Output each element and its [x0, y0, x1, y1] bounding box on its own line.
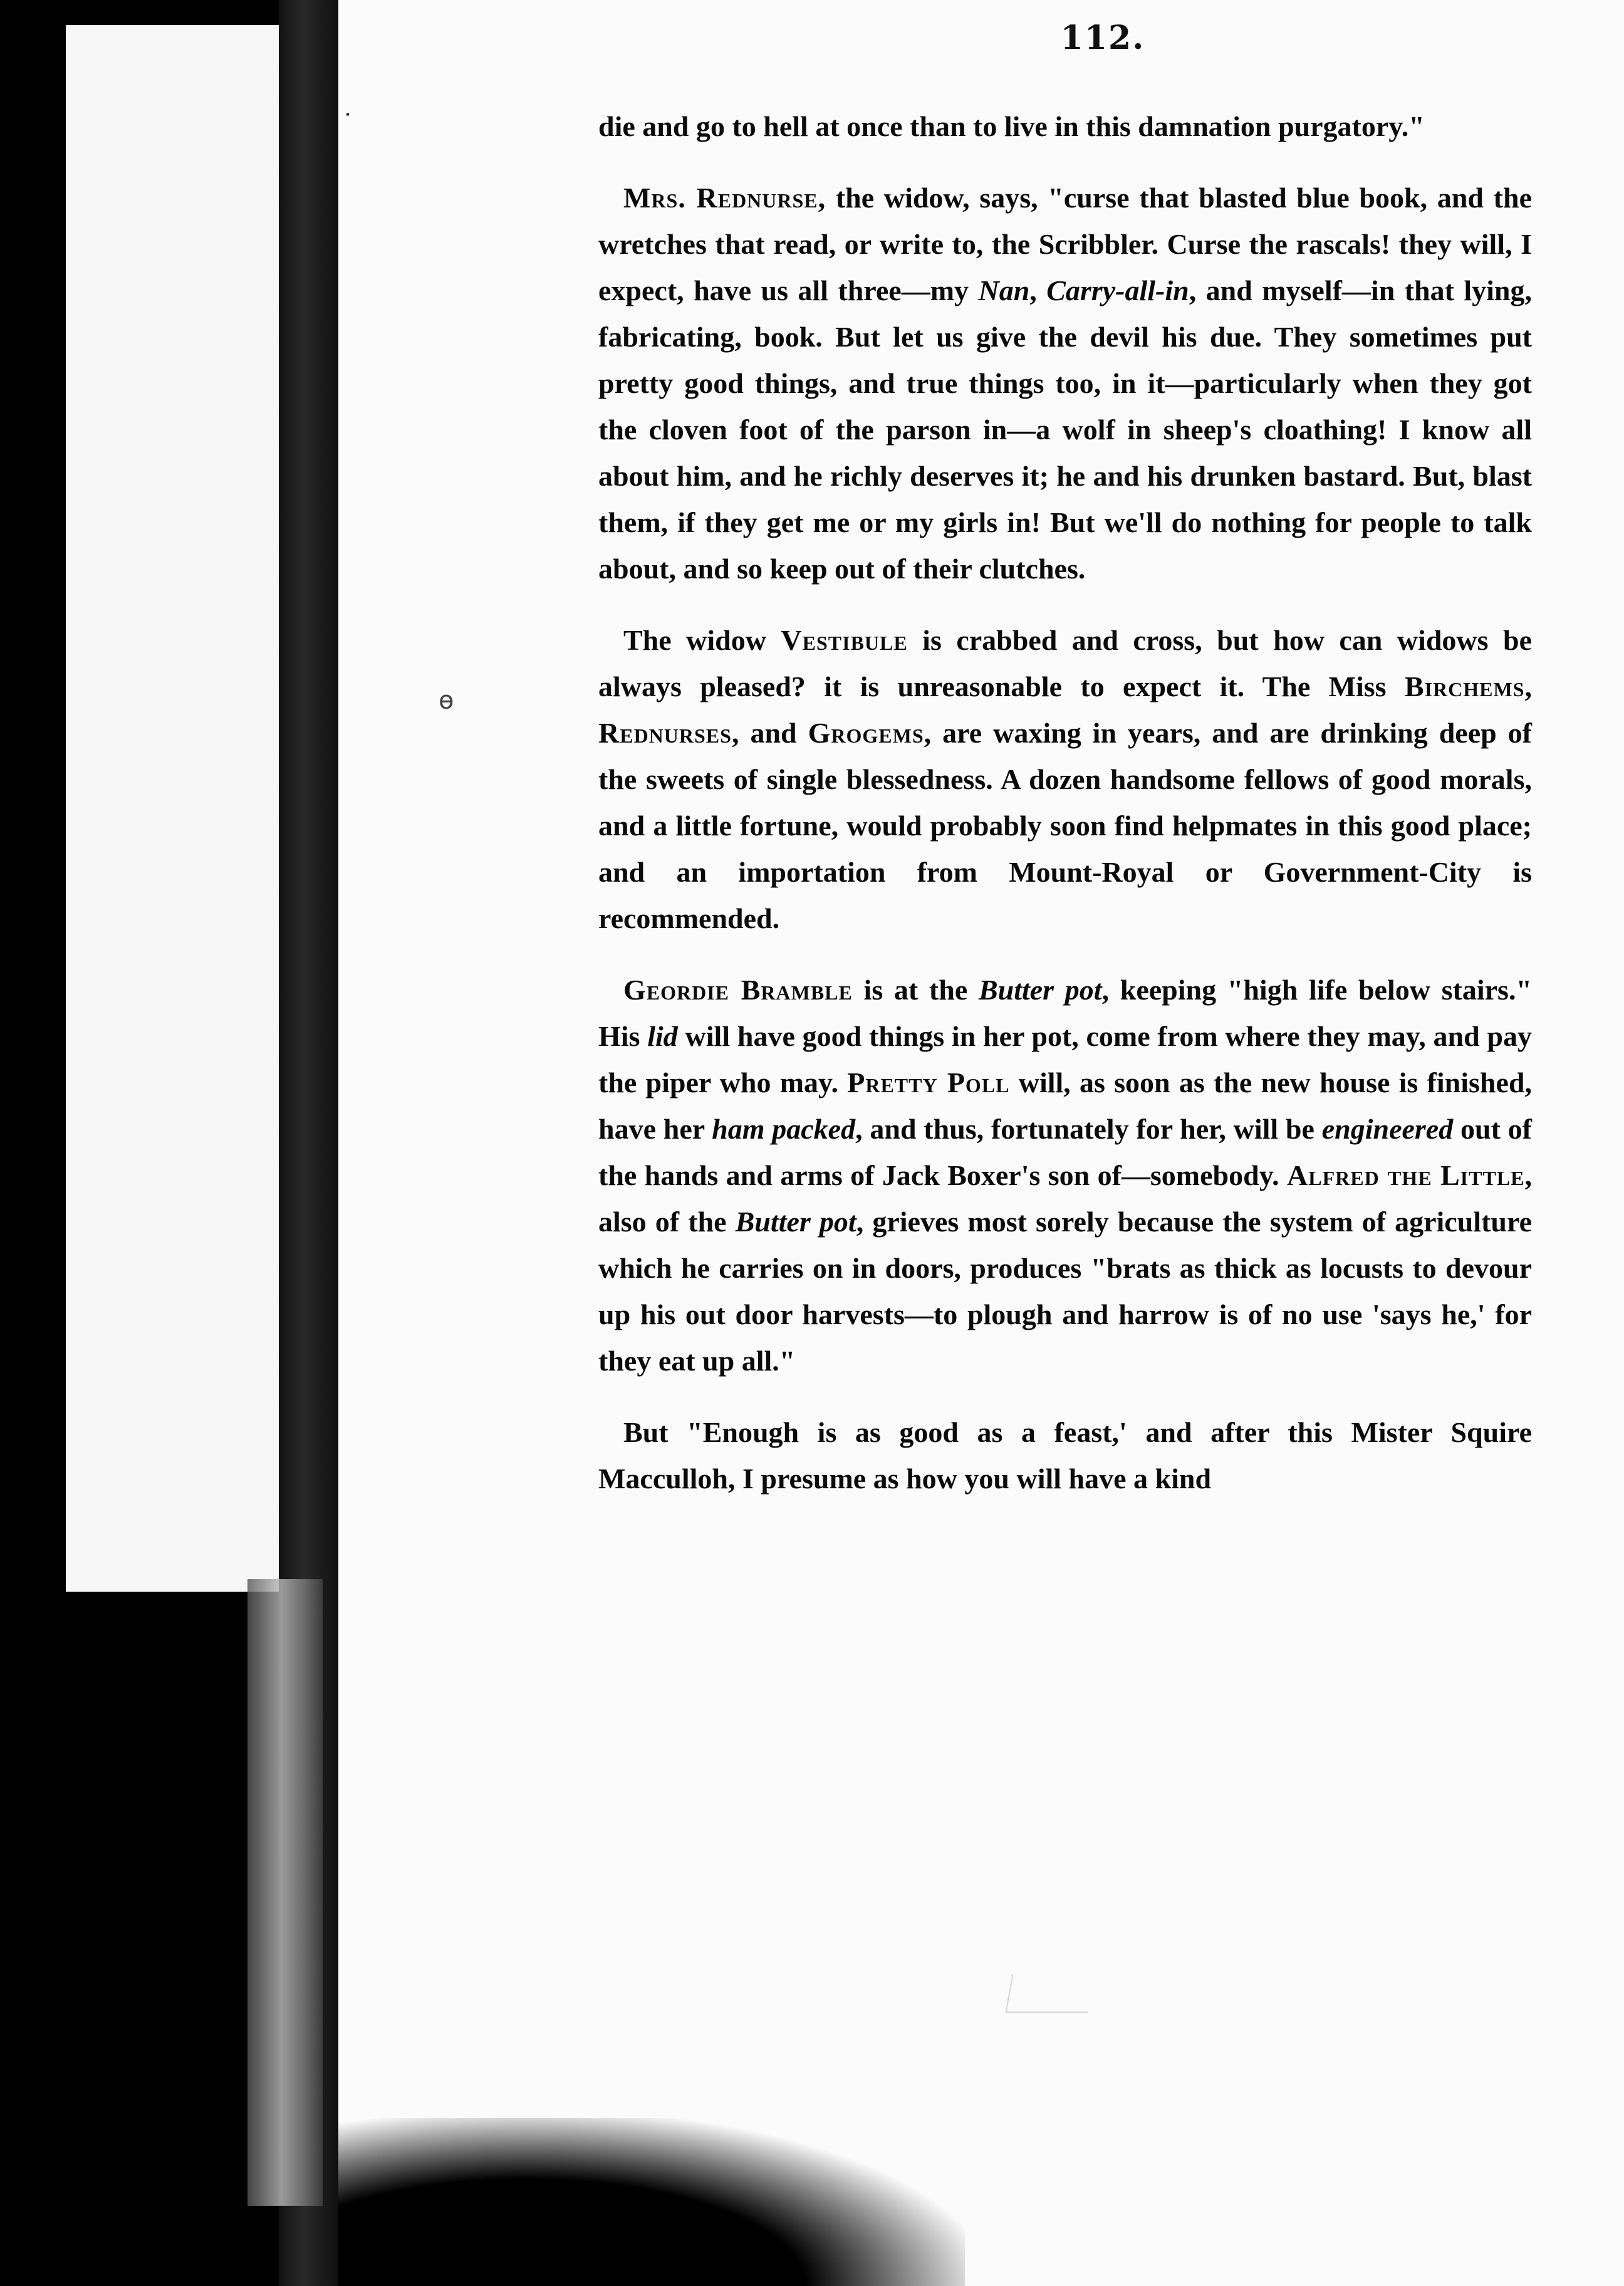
paragraph-5	[598, 1409, 1532, 1502]
p3-text-3: ,	[1524, 671, 1532, 702]
name-grogems: Grogems	[808, 717, 924, 749]
paragraph-1-text: die and go to hell at once than to live in this damnation purgatory."	[598, 110, 1425, 142]
pencil-scribble	[1006, 1974, 1095, 2013]
word-engineered: engineered	[1321, 1113, 1454, 1145]
p4-text-1: is at the	[852, 974, 979, 1006]
gutter-highlight	[247, 1579, 323, 2206]
name-nan: Nan	[978, 274, 1030, 306]
p4-text-8: , grieves most sorely because the system of agriculture which he carries on in doors, produces "brats as thick as locusts to devour up his out door harvests—to plough and harrow is of no use 'says he,' for they eat up all."	[598, 1206, 1532, 1377]
name-carry-all-in: Carry-all-in	[1046, 274, 1189, 306]
paragraph-2	[598, 175, 1532, 592]
name-birchems: Birchems	[1404, 671, 1525, 702]
thumb-shadow	[338, 2118, 965, 2286]
paragraph-3	[598, 617, 1532, 942]
p2-text-2: ,	[1029, 274, 1047, 306]
p3-text-1: The widow	[623, 624, 781, 656]
page-number: 112.	[1060, 19, 1145, 57]
p4-text-7: , also of the	[598, 1159, 1532, 1238]
margin-speck: ɵ	[439, 686, 454, 715]
margin-mark: ˙	[341, 110, 354, 138]
p4-text-6: out of the hands and arms of Jack Boxer's son of—somebody.	[598, 1113, 1532, 1191]
name-geordie-bramble: Geordie Bramble	[623, 974, 853, 1006]
left-paper-strip	[66, 25, 279, 1592]
name-vestibule: Vestibule	[781, 624, 908, 656]
p4-text-3: will have good things in her pot, come from where they may, and pay the piper who may.	[598, 1020, 1533, 1099]
word-lid: lid	[647, 1020, 678, 1052]
p3-text-5: , are waxing in years, and are drinking deep of the sweets of single blessedness. A dozen handsome fellows of good morals, and a little fortune, would probably soon find helpmates in this good place; and an importation from Mount-Royal or Government-City is recommended.	[598, 717, 1533, 934]
p3-text-2: is crabbed and cross, but how can widows be always pleased? it is unreasonable to expect it. The Miss	[598, 624, 1532, 702]
place-butter-pot: Butter pot	[978, 974, 1102, 1006]
p3-text-4: , and	[731, 717, 808, 749]
name-alfred-the-little: Alfred the Little	[1287, 1159, 1525, 1191]
p4-text-2: , keeping "high life below stairs." His	[598, 974, 1532, 1052]
paragraph-1	[598, 103, 1532, 150]
paragraph-4	[598, 967, 1532, 1384]
paragraph-5-text: But "Enough is as good as a feast,' and after this Mister Squire Macculloh, I presume as how you will have a kind	[598, 1416, 1532, 1495]
p2-text-1: the widow, says, "curse that blasted blue book, and the wretches that read, or write to, the Scribbler. Curse the rascals! they will, I expect, have us all three—my	[598, 182, 1532, 306]
phrase-ham-packed: ham packed	[712, 1113, 856, 1145]
p4-text-4: will, as soon as the new house is finished, have her	[598, 1067, 1532, 1145]
name-mrs-rednurse: Mrs. Rednurse,	[623, 182, 826, 214]
p4-text-5: , and thus, fortunately for her, will be	[855, 1113, 1322, 1145]
name-pretty-poll: Pretty Poll	[847, 1067, 1010, 1099]
place-butter-pot-2: Butter pot	[735, 1206, 856, 1238]
p2-text-3: , and myself—in that lying, fabricating, book. But let us give the devil his due. They sometimes put pretty good things, and true things too, in it—particularly when they got the cloven foot of the parson in—a wolf in sheep's cloathing! I know all about him, and he richly deserves it; he and his drunken bastard. But, blast them, if they get me or my girls in! But we'll do nothing for people to talk about, and so keep out of their clutches.	[598, 274, 1533, 585]
name-rednurses: Rednurses	[598, 717, 732, 749]
body-text	[598, 103, 1532, 1527]
